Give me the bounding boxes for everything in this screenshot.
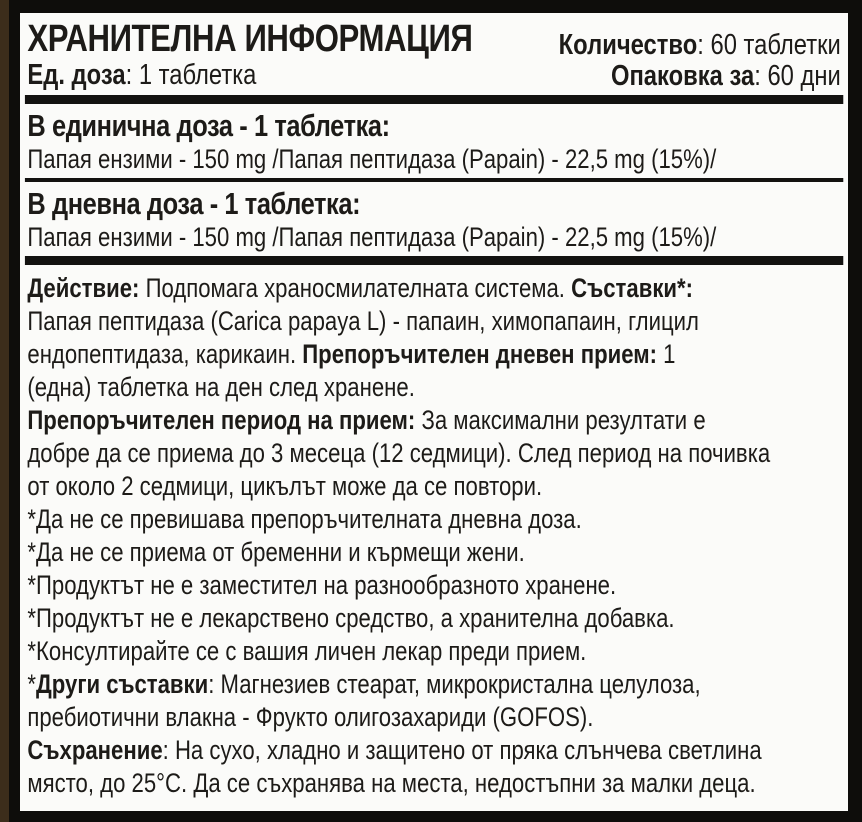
text-line: *Продуктът не е лекарствено средство, а хранителна добавка.: [27, 603, 675, 633]
text-line: ендопептидаза, карикаин. Препоръчителен дневен прием: 1: [27, 339, 676, 369]
text-line: *Да не се превишава препоръчителната дневна доза.: [27, 504, 582, 534]
text-line: *Да не се приема от бременни и кърмещи жени.: [27, 537, 525, 567]
package-duration-line: [559, 61, 841, 92]
text-line: (една) таблетка на ден след хранене.: [27, 372, 415, 402]
text-line: *Продуктът не е заместител на разнообразното хранене.: [27, 570, 617, 600]
text-line: Съхранение: На сухо, хладно и защитено от пряка слънчева светлина: [27, 735, 762, 765]
header-left: [27, 19, 472, 91]
divider-thick-middle: [25, 256, 843, 265]
text-line: *Консултирайте се с вашия личен лекар преди прием.: [27, 636, 587, 666]
nutrition-info-title: ХРАНИТЕЛНА ИНФОРМАЦИЯ: [27, 18, 473, 60]
package-duration-label: Опаковка за: [610, 60, 755, 92]
package-duration-value: : 60 дни: [754, 60, 841, 92]
text-line: Папая пептидаза (Carica papaya L) - папаин, химопапаин, глицил: [27, 306, 699, 336]
quantity-line: [559, 30, 841, 61]
nutrition-label: [20, 13, 848, 811]
single-dose-text: Папая ензими - 150 mg /Папая пептидаза (Papain) - 22,5 mg (15%)/: [27, 144, 717, 174]
unit-dose-line: [27, 60, 472, 91]
single-dose-section: [20, 104, 848, 178]
daily-dose-text: Папая ензими - 150 mg /Папая пептидаза (Papain) - 22,5 mg (15%)/: [27, 222, 717, 252]
text-line: добре да се приема до 3 месеца (12 седмици). След период на почивка: [27, 438, 771, 468]
label-content: [20, 13, 848, 804]
single-dose-heading: В единична доза - 1 таблетка:: [27, 108, 390, 143]
text-line: Препоръчителен период на прием: За максимални резултати е: [27, 405, 706, 435]
label-header: [20, 13, 848, 95]
text-line: *Други съставки: Магнезиев стеарат, микрокристална целулоза,: [27, 669, 701, 699]
quantity-value: : 60 таблетки: [697, 29, 841, 61]
unit-dose-value: : 1 таблетка: [125, 59, 257, 91]
text-line: място, до 25°C. Да се съхранява на места, недостъпни за малки деца.: [27, 768, 756, 798]
info-text-block: [20, 265, 848, 804]
text-line: от около 2 седмици, цикълът може да се повтори.: [27, 471, 543, 501]
scan-edge-strip: [0, 0, 9, 822]
daily-dose-section: [20, 182, 848, 256]
header-right: [559, 19, 841, 92]
unit-dose-label: Ед. доза: [27, 59, 126, 91]
text-line: пребиотични влакна - Фрукто олигозахариди (GOFOS).: [27, 702, 594, 732]
text-line: Действие: Подпомага храносмилателната система. Съставки*:: [27, 273, 694, 303]
daily-dose-heading: В дневна доза - 1 таблетка:: [27, 186, 361, 221]
quantity-label: Количество: [558, 29, 698, 61]
divider-thick-top: [25, 95, 843, 104]
